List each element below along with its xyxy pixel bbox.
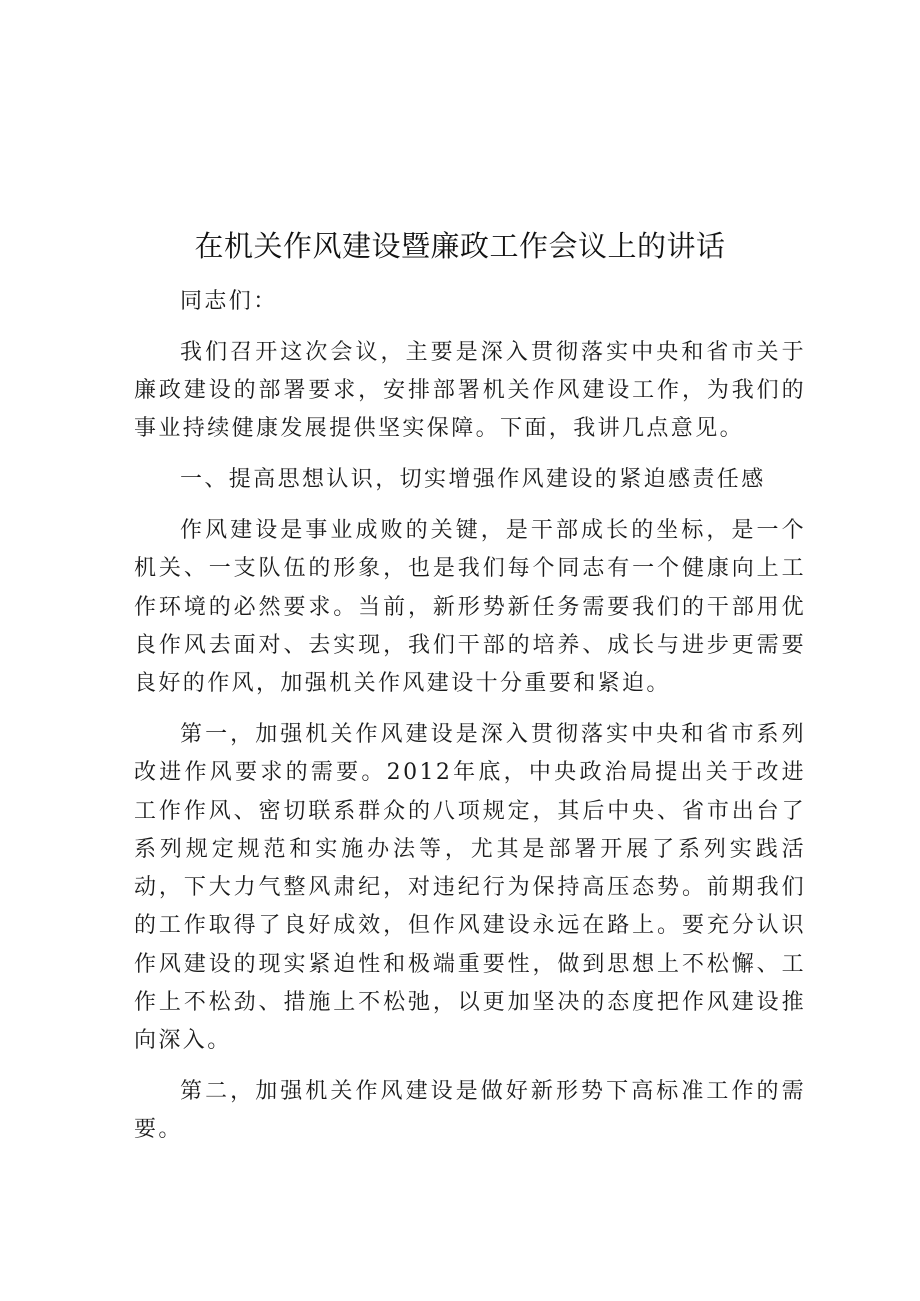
salutation: 同志们： bbox=[180, 289, 278, 314]
paragraph-intro: 我们召开这次会议，主要是深入贯彻落实中央和省市关于廉政建设的部署要求，安排部署机关作风建设工作，为我们的事业持续健康发展提供坚实保障。下面，我讲几点意见。 bbox=[134, 339, 806, 442]
paragraph-work-style: 作风建设是事业成败的关键，是干部成长的坐标，是一个机关、一支队伍的形象，也是我们每个同志有一个健康向上工作环境的必然要求。当前，新形势新任务需要我们的干部用优良作风去面对、去实现，我们干部的培养、成长与进步更需要良好的作风，加强机关作风建设十分重要和紧迫。 bbox=[134, 517, 806, 697]
paragraph-first-point: 第一，加强机关作风建设是深入贯彻落实中央和省市系列改进作风要求的需要。2012年底，中央政治局提出关于改进工作作风、密切联系群众的八项规定，其后中央、省市出台了系列规定规范和实施办法等，尤其是部署开展了系列实践活动，下大力气整风肃纪，对违纪行为保持高压态势。前期我们的工作取得了良好成效，但作风建设永远在路上。要充分认识作风建设的现实紧迫性和极端重要性，做到思想上不松懈、工作上不松劲、措施上不松弛，以更加坚决的态度把作风建设推向深入。 bbox=[134, 721, 806, 1054]
paragraph-second-point: 第二，加强机关作风建设是做好新形势下高标准工作的需要。 bbox=[134, 1079, 806, 1143]
document-body bbox=[134, 283, 806, 1162]
document-title: 在机关作风建设暨廉政工作会议上的讲话 bbox=[194, 229, 726, 263]
section-heading-1: 一、提高思想认识，切实增强作风建设的紧迫感责任感 bbox=[180, 467, 766, 493]
